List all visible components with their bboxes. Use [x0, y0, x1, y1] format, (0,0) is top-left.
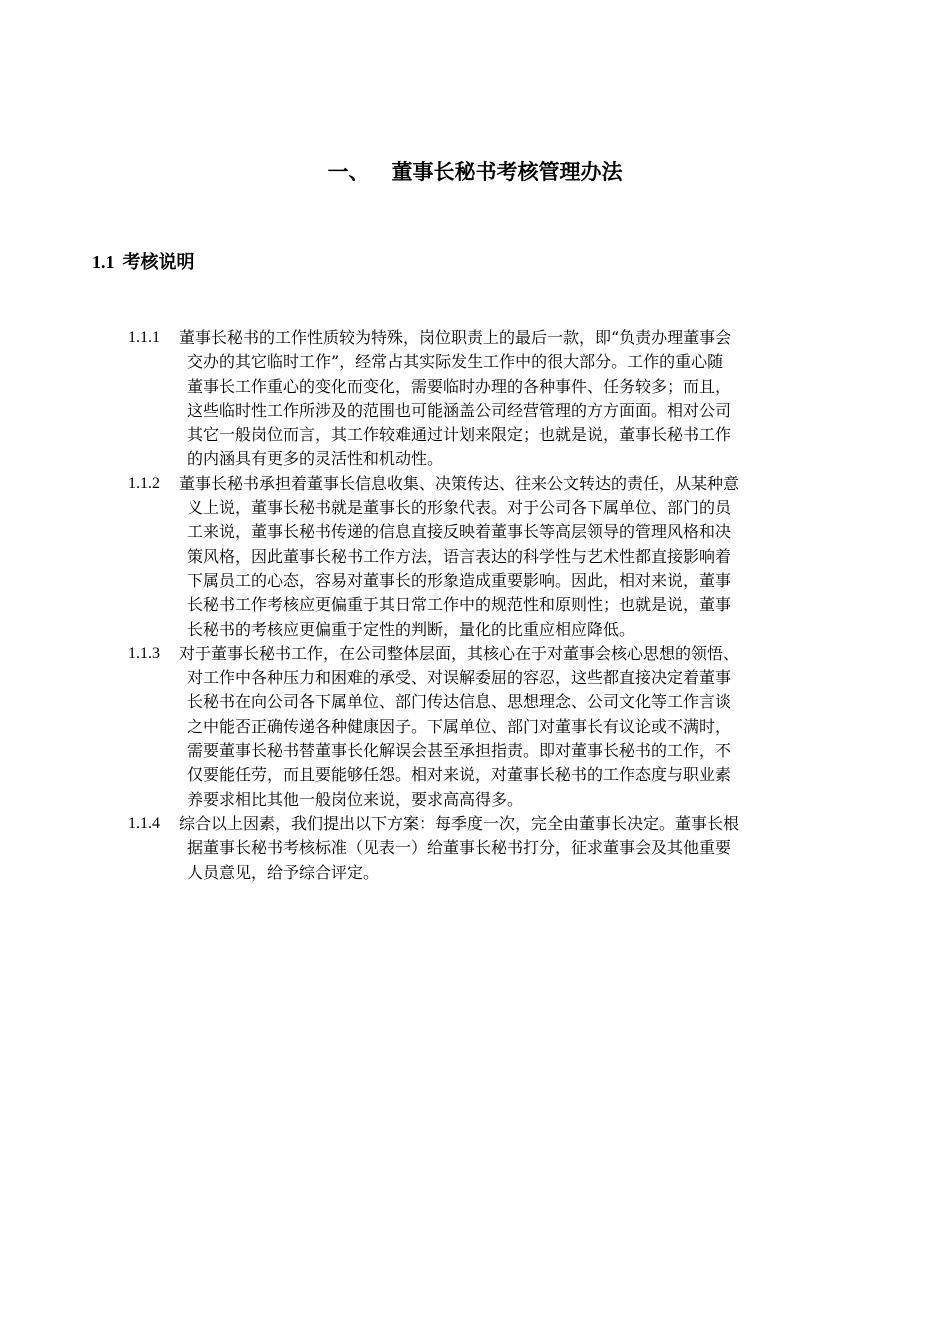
paragraph-line: 据董事长秘书考核标准（见表一）给董事长秘书打分，征求董事会及其他重要 — [187, 838, 732, 858]
paragraph-line: 长秘书的考核应更偏重于定性的判断，量化的比重应相应降低。 — [187, 619, 636, 639]
paragraph-line: 策风格，因此董事长秘书工作方法，语言表达的科学性与艺术性都直接影响着 — [187, 546, 732, 566]
section-heading — [92, 249, 195, 276]
item-number: 1.1.2 — [128, 474, 160, 492]
paragraph-line: 其它一般岗位而言，其工作较难通过计划来限定；也就是说，董事长秘书工作 — [187, 425, 732, 445]
list-item — [128, 812, 856, 885]
title-text: 董事长秘书考核管理办法 — [391, 160, 623, 184]
paragraph-line: 综合以上因素，我们提出以下方案：每季度一次，完全由董事长决定。董事长根 — [179, 813, 740, 833]
paragraph-line: 养要求相比其他一般岗位来说，要求高高得多。 — [187, 789, 524, 809]
paragraph-line: 人员意见，给予综合评定。 — [187, 862, 380, 882]
paragraph-line: 义上说，董事长秘书就是董事长的形象代表。对于公司各下属单位、部门的员 — [187, 498, 732, 518]
item-number: 1.1.1 — [128, 329, 160, 346]
paragraph-line: 对于董事长秘书工作，在公司整体层面，其核心在于对董事会核心思想的领悟、 — [179, 643, 740, 663]
paragraph-line: 对工作中各种压力和困难的承受、对误解委屈的容忍，这些都直接决定着董事 — [187, 668, 732, 688]
list-item — [128, 642, 856, 812]
paragraph-line: 董事长秘书的工作性质较为特殊，岗位职责上的最后一款，即“负责办理董事会 — [179, 328, 732, 347]
title-number: 一、 — [327, 160, 370, 184]
paragraph-line: 这些临时性工作所涉及的范围也可能涵盖公司经营管理的方方面面。相对公司 — [187, 400, 732, 420]
paragraph-line: 需要董事长秘书替董事长化解误会甚至承担指责。即对董事长秘书的工作，不 — [187, 741, 732, 761]
section-title: 考核说明 — [122, 252, 195, 273]
item-list — [128, 326, 856, 885]
paragraph-line: 交办的其它临时工作”，经常占其实际发生工作中的很大部分。工作的重心随 — [187, 352, 724, 372]
paragraph-line: 董事长工作重心的变化而变化，需要临时办理的各种事件、任务较多；而且， — [187, 376, 732, 396]
paragraph-line: 下属员工的心态，容易对董事长的形象造成重要影响。因此，相对来说，董事 — [187, 570, 732, 590]
paragraph-line: 的内涵具有更多的灵活性和机动性。 — [187, 449, 444, 469]
document-title — [0, 157, 950, 187]
paragraph-line: 长秘书在向公司各下属单位、部门传达信息、思想理念、公司文化等工作言谈 — [187, 692, 732, 712]
paragraph-line: 之中能否正确传递各种健康因子。下属单位、部门对董事长有议论或不满时， — [187, 716, 732, 736]
list-item — [128, 326, 856, 472]
paragraph-line: 董事长秘书承担着董事长信息收集、决策传达、往来公文转达的责任，从某种意 — [179, 473, 740, 493]
paragraph-line: 工来说，董事长秘书传递的信息直接反映着董事长等高层领导的管理风格和决 — [187, 522, 732, 542]
list-item — [128, 472, 856, 642]
section-number: 1.1 — [92, 252, 115, 272]
paragraph-line: 仅要能任劳，而且要能够任怨。相对来说，对董事长秘书的工作态度与职业素 — [187, 765, 732, 785]
item-number: 1.1.3 — [128, 644, 160, 662]
paragraph-line: 长秘书工作考核应更偏重于其日常工作中的规范性和原则性；也就是说，董事 — [187, 595, 732, 615]
item-number: 1.1.4 — [128, 814, 160, 832]
